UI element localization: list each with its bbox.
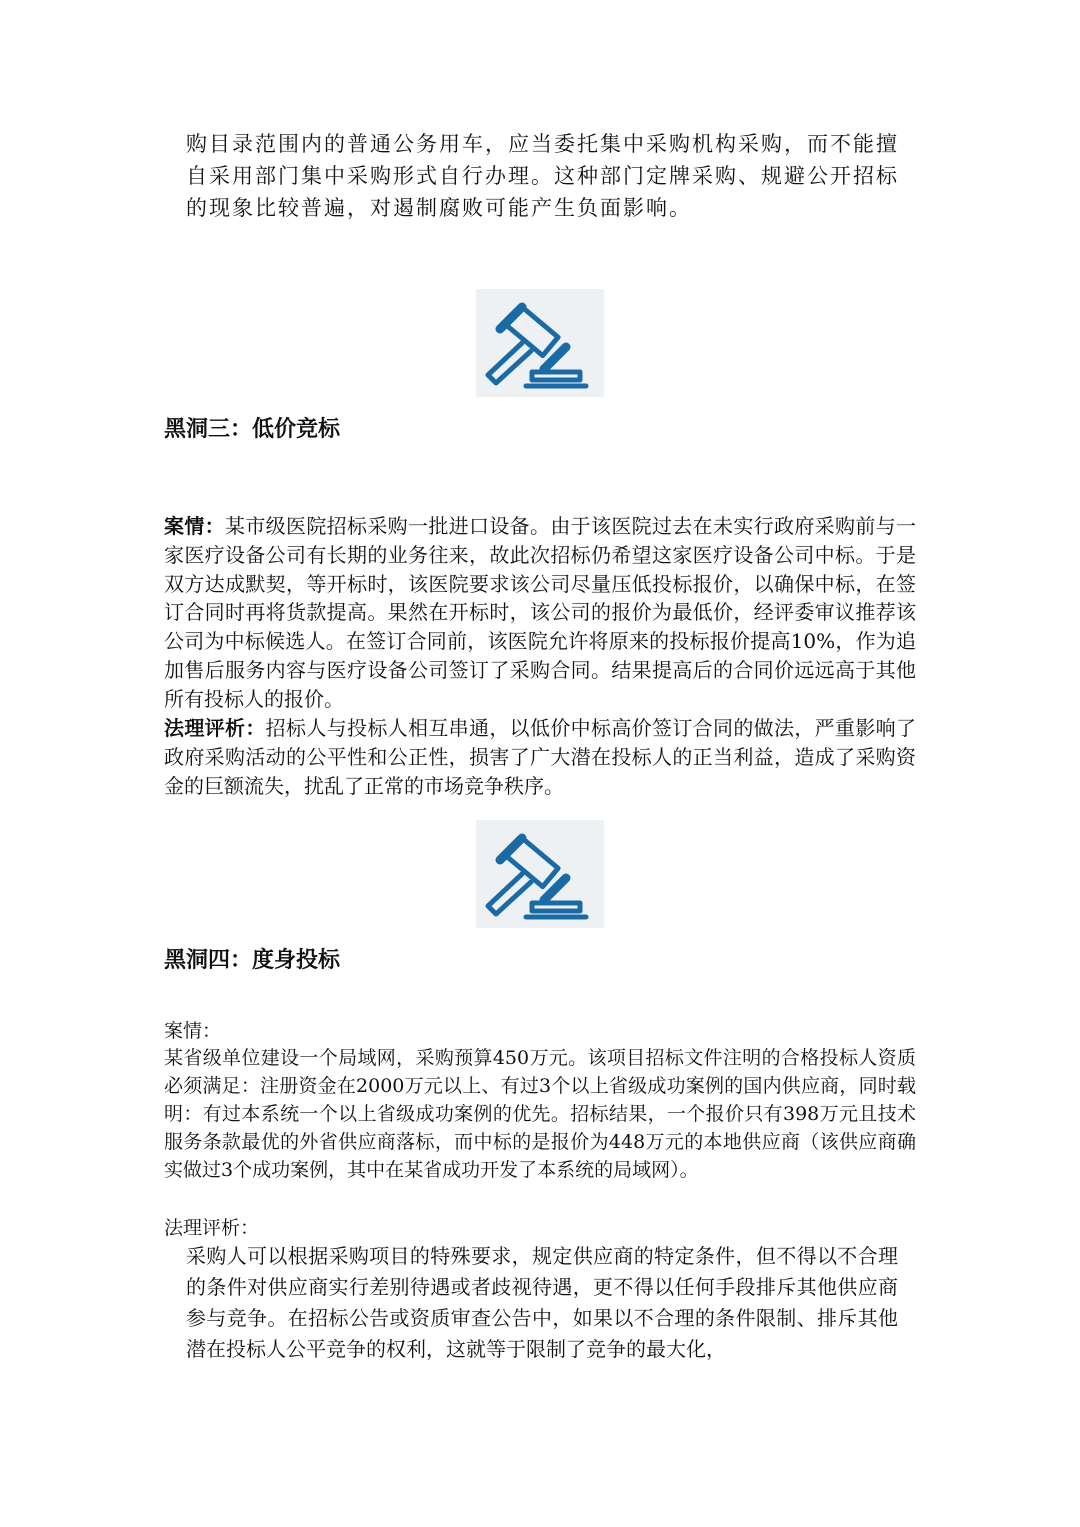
section-4-heading: 黑洞四：度身投标 <box>164 948 341 973</box>
gavel-icon <box>476 289 604 397</box>
section-4-case-label: 案情： <box>164 1020 222 1042</box>
section-3-heading: 黑洞三：低价竞标 <box>164 417 341 442</box>
section-3-case <box>164 512 916 714</box>
intro-paragraph: 购目录范围内的普通公务用车，应当委托集中采购机构采购，而不能擅自采用部门集中采购形式自行办理。这种部门定牌采购、规避公开招标的现象比较普遍，对遏制腐败可能产生负面影响。 <box>186 132 899 220</box>
section-3-case-label: 案情： <box>164 514 225 538</box>
section-4-analysis-label: 法理评析： <box>164 1217 260 1239</box>
section-3-analysis <box>164 714 916 800</box>
gavel-icon <box>476 820 604 928</box>
section-4-case-text: 某省级单位建设一个局域网，采购预算450万元。该项目招标文件注明的合格投标人资质必须满足：注册资金在2000万元以上、有过3个以上省级成功案例的国内供应商，同时载明：有过本系统一个以上省级成功案例的优先。招标结果，一个报价只有398万元且技术服务条款最优的外省供应商落标，而中标的是报价为448万元的本地供应商（该供应商确实做过3个成功案例，其中在某省成功开发了本系统的局域网）。 <box>164 1047 916 1181</box>
section-3-analysis-text: 招标人与投标人相互串通，以低价中标高价签订合同的做法，严重影响了政府采购活动的公平性和公正性，损害了广大潜在投标人的正当利益，造成了采购资金的巨额流失，扰乱了正常的市场竞争秩序。 <box>164 716 917 798</box>
section-4-analysis-text: 采购人可以根据采购项目的特殊要求，规定供应商的特定条件，但不得以不合理的条件对供应商实行差别待遇或者歧视待遇，更不得以任何手段排斥其他供应商参与竞争。在招标公告或资质审查公告中，如果以不合理的条件限制、排斥其他潜在投标人公平竞争的权利，这就等于限制了竞争的最大化， <box>186 1244 898 1361</box>
section-3-analysis-label: 法理评析： <box>164 716 266 740</box>
section-3-case-text: 某市级医院招标采购一批进口设备。由于该医院过去在未实行政府采购前与一家医疗设备公司有长期的业务往来，故此次招标仍希望这家医疗设备公司中标。于是双方达成默契，等开标时，该医院要求该公司尽量压低投标报价，以确保中标，在签订合同时再将货款提高。果然在开标时，该公司的报价为最低价，经评委审议推荐该公司为中标候选人。在签订合同前，该医院允许将原来的投标报价提高10%，作为追加售后服务内容与医疗设备公司签订了采购合同。结果提高后的合同价远远高于其他所有投标人的报价。 <box>164 514 916 711</box>
